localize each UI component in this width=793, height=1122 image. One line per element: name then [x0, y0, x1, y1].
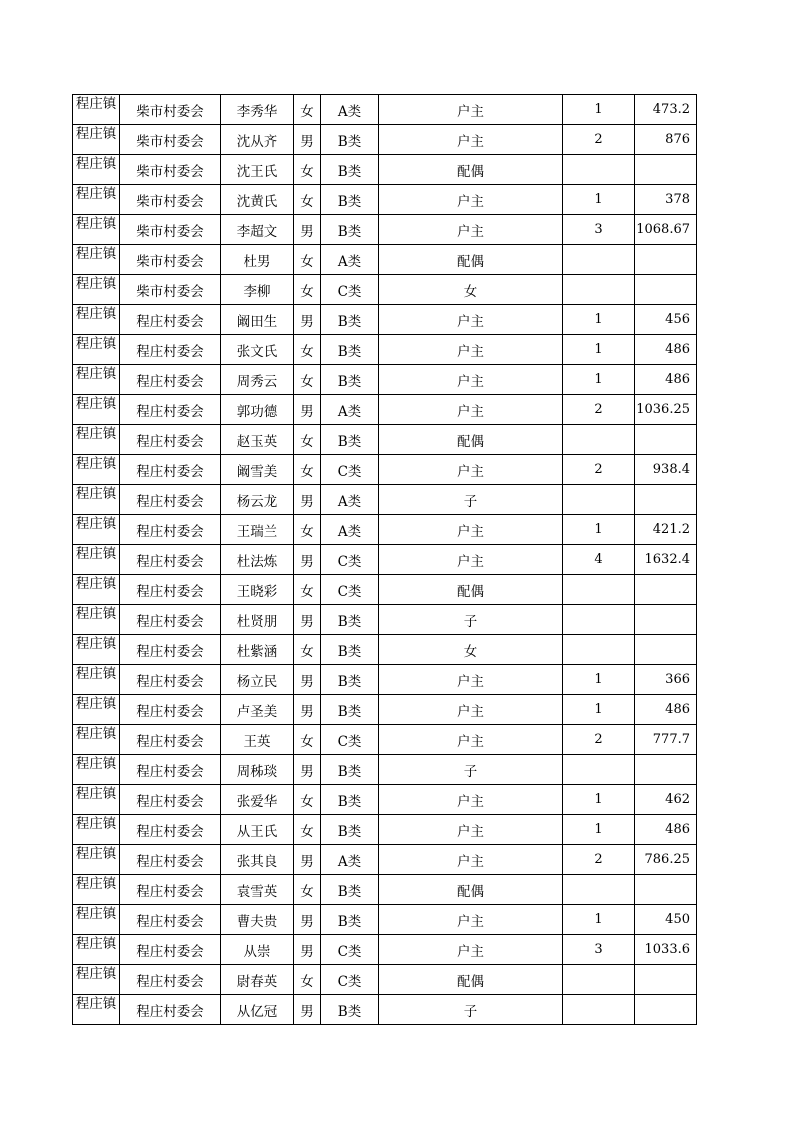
relation-cell: 户主	[379, 785, 563, 815]
table-row	[73, 95, 697, 125]
table-row	[73, 785, 697, 815]
household-count-cell	[563, 245, 635, 275]
gender-cell: 男	[294, 995, 321, 1025]
gender-cell: 女	[294, 95, 321, 125]
gender-cell: 男	[294, 305, 321, 335]
relation-cell: 子	[379, 485, 563, 515]
gender-cell: 女	[294, 965, 321, 995]
relation-cell: 配偶	[379, 245, 563, 275]
table-row	[73, 365, 697, 395]
name-cell: 张其良	[221, 845, 294, 875]
household-count-cell: 1	[563, 665, 635, 695]
committee-cell: 程庄村委会	[120, 695, 221, 725]
household-count-cell	[563, 605, 635, 635]
name-cell: 王英	[221, 725, 294, 755]
relation-cell: 配偶	[379, 425, 563, 455]
town-cell: 程庄镇	[73, 785, 120, 815]
category-cell: A类	[321, 95, 379, 125]
town-cell: 程庄镇	[73, 185, 120, 215]
town-cell: 程庄镇	[73, 845, 120, 875]
town-cell: 程庄镇	[73, 695, 120, 725]
town-cell: 程庄镇	[73, 395, 120, 425]
name-cell: 杜贤朋	[221, 605, 294, 635]
gender-cell: 男	[294, 665, 321, 695]
data-sheet	[72, 94, 697, 1025]
town-cell: 程庄镇	[73, 455, 120, 485]
relation-cell: 户主	[379, 365, 563, 395]
category-cell: B类	[321, 365, 379, 395]
name-cell: 阚雪美	[221, 455, 294, 485]
household-count-cell	[563, 575, 635, 605]
committee-cell: 程庄村委会	[120, 875, 221, 905]
table-row	[73, 455, 697, 485]
committee-cell: 柴市村委会	[120, 125, 221, 155]
category-cell: B类	[321, 815, 379, 845]
committee-cell: 程庄村委会	[120, 935, 221, 965]
gender-cell: 女	[294, 725, 321, 755]
household-count-cell	[563, 965, 635, 995]
gender-cell: 男	[294, 695, 321, 725]
town-cell: 程庄镇	[73, 665, 120, 695]
amount-cell: 473.2	[635, 95, 697, 125]
beneficiary-table	[72, 94, 697, 1025]
household-count-cell: 3	[563, 215, 635, 245]
town-cell: 程庄镇	[73, 725, 120, 755]
relation-cell: 户主	[379, 815, 563, 845]
category-cell: B类	[321, 425, 379, 455]
household-count-cell: 2	[563, 455, 635, 485]
committee-cell: 柴市村委会	[120, 155, 221, 185]
gender-cell: 女	[294, 155, 321, 185]
committee-cell: 程庄村委会	[120, 725, 221, 755]
household-count-cell	[563, 635, 635, 665]
town-cell: 程庄镇	[73, 545, 120, 575]
gender-cell: 男	[294, 605, 321, 635]
table-row	[73, 995, 697, 1025]
committee-cell: 程庄村委会	[120, 755, 221, 785]
category-cell: B类	[321, 875, 379, 905]
town-cell: 程庄镇	[73, 275, 120, 305]
committee-cell: 柴市村委会	[120, 245, 221, 275]
gender-cell: 女	[294, 635, 321, 665]
name-cell: 卢圣美	[221, 695, 294, 725]
amount-cell	[635, 155, 697, 185]
gender-cell: 女	[294, 335, 321, 365]
relation-cell: 户主	[379, 335, 563, 365]
category-cell: C类	[321, 455, 379, 485]
name-cell: 李柳	[221, 275, 294, 305]
amount-cell: 486	[635, 695, 697, 725]
household-count-cell: 1	[563, 335, 635, 365]
category-cell: B类	[321, 185, 379, 215]
table-row	[73, 185, 697, 215]
household-count-cell: 1	[563, 515, 635, 545]
relation-cell: 户主	[379, 395, 563, 425]
table-row	[73, 485, 697, 515]
gender-cell: 女	[294, 185, 321, 215]
committee-cell: 程庄村委会	[120, 785, 221, 815]
category-cell: A类	[321, 485, 379, 515]
household-count-cell: 1	[563, 815, 635, 845]
table-row	[73, 725, 697, 755]
amount-cell: 1068.67	[635, 215, 697, 245]
table-row	[73, 305, 697, 335]
town-cell: 程庄镇	[73, 335, 120, 365]
household-count-cell: 2	[563, 725, 635, 755]
category-cell: B类	[321, 785, 379, 815]
name-cell: 从崇	[221, 935, 294, 965]
table-row	[73, 935, 697, 965]
committee-cell: 程庄村委会	[120, 515, 221, 545]
amount-cell	[635, 245, 697, 275]
gender-cell: 男	[294, 935, 321, 965]
category-cell: C类	[321, 965, 379, 995]
table-row	[73, 515, 697, 545]
household-count-cell	[563, 875, 635, 905]
town-cell: 程庄镇	[73, 605, 120, 635]
table-row	[73, 815, 697, 845]
relation-cell: 户主	[379, 845, 563, 875]
gender-cell: 男	[294, 905, 321, 935]
name-cell: 杜男	[221, 245, 294, 275]
gender-cell: 男	[294, 215, 321, 245]
amount-cell	[635, 755, 697, 785]
committee-cell: 程庄村委会	[120, 845, 221, 875]
table-row	[73, 905, 697, 935]
amount-cell	[635, 965, 697, 995]
name-cell: 周秀云	[221, 365, 294, 395]
amount-cell	[635, 635, 697, 665]
household-count-cell: 1	[563, 695, 635, 725]
table-row	[73, 425, 697, 455]
amount-cell: 786.25	[635, 845, 697, 875]
gender-cell: 男	[294, 845, 321, 875]
name-cell: 杨云龙	[221, 485, 294, 515]
amount-cell: 486	[635, 365, 697, 395]
gender-cell: 男	[294, 125, 321, 155]
relation-cell: 子	[379, 605, 563, 635]
relation-cell: 户主	[379, 455, 563, 485]
gender-cell: 男	[294, 485, 321, 515]
household-count-cell: 4	[563, 545, 635, 575]
category-cell: B类	[321, 995, 379, 1025]
relation-cell: 女	[379, 635, 563, 665]
relation-cell: 户主	[379, 95, 563, 125]
town-cell: 程庄镇	[73, 875, 120, 905]
category-cell: B类	[321, 335, 379, 365]
category-cell: C类	[321, 725, 379, 755]
name-cell: 李超文	[221, 215, 294, 245]
amount-cell	[635, 875, 697, 905]
name-cell: 尉春英	[221, 965, 294, 995]
town-cell: 程庄镇	[73, 995, 120, 1025]
relation-cell: 配偶	[379, 155, 563, 185]
amount-cell: 1632.4	[635, 545, 697, 575]
name-cell: 王瑞兰	[221, 515, 294, 545]
category-cell: C类	[321, 575, 379, 605]
household-count-cell	[563, 995, 635, 1025]
gender-cell: 男	[294, 755, 321, 785]
household-count-cell: 2	[563, 125, 635, 155]
table-row	[73, 845, 697, 875]
town-cell: 程庄镇	[73, 365, 120, 395]
category-cell: A类	[321, 845, 379, 875]
committee-cell: 柴市村委会	[120, 215, 221, 245]
table-row	[73, 605, 697, 635]
relation-cell: 户主	[379, 935, 563, 965]
household-count-cell	[563, 755, 635, 785]
household-count-cell: 2	[563, 845, 635, 875]
name-cell: 杜法炼	[221, 545, 294, 575]
relation-cell: 户主	[379, 905, 563, 935]
amount-cell	[635, 425, 697, 455]
amount-cell: 462	[635, 785, 697, 815]
relation-cell: 户主	[379, 665, 563, 695]
gender-cell: 女	[294, 515, 321, 545]
household-count-cell: 1	[563, 185, 635, 215]
committee-cell: 程庄村委会	[120, 905, 221, 935]
relation-cell: 户主	[379, 215, 563, 245]
town-cell: 程庄镇	[73, 125, 120, 155]
committee-cell: 程庄村委会	[120, 305, 221, 335]
gender-cell: 女	[294, 275, 321, 305]
relation-cell: 户主	[379, 305, 563, 335]
town-cell: 程庄镇	[73, 965, 120, 995]
name-cell: 杨立民	[221, 665, 294, 695]
amount-cell: 1033.6	[635, 935, 697, 965]
name-cell: 李秀华	[221, 95, 294, 125]
relation-cell: 户主	[379, 725, 563, 755]
name-cell: 王晓彩	[221, 575, 294, 605]
town-cell: 程庄镇	[73, 305, 120, 335]
household-count-cell: 1	[563, 905, 635, 935]
table-row	[73, 875, 697, 905]
amount-cell: 876	[635, 125, 697, 155]
table-row	[73, 245, 697, 275]
gender-cell: 男	[294, 545, 321, 575]
table-row	[73, 665, 697, 695]
household-count-cell: 1	[563, 785, 635, 815]
amount-cell: 366	[635, 665, 697, 695]
gender-cell: 女	[294, 365, 321, 395]
category-cell: B类	[321, 125, 379, 155]
town-cell: 程庄镇	[73, 935, 120, 965]
town-cell: 程庄镇	[73, 905, 120, 935]
household-count-cell	[563, 275, 635, 305]
amount-cell: 450	[635, 905, 697, 935]
household-count-cell: 1	[563, 305, 635, 335]
gender-cell: 女	[294, 455, 321, 485]
category-cell: B类	[321, 695, 379, 725]
amount-cell: 456	[635, 305, 697, 335]
town-cell: 程庄镇	[73, 215, 120, 245]
town-cell: 程庄镇	[73, 635, 120, 665]
name-cell: 沈黄氏	[221, 185, 294, 215]
household-count-cell	[563, 155, 635, 185]
town-cell: 程庄镇	[73, 425, 120, 455]
gender-cell: 女	[294, 875, 321, 905]
committee-cell: 程庄村委会	[120, 635, 221, 665]
table-row	[73, 635, 697, 665]
relation-cell: 子	[379, 755, 563, 785]
category-cell: B类	[321, 905, 379, 935]
committee-cell: 柴市村委会	[120, 275, 221, 305]
relation-cell: 户主	[379, 125, 563, 155]
name-cell: 赵玉英	[221, 425, 294, 455]
category-cell: C类	[321, 935, 379, 965]
gender-cell: 女	[294, 815, 321, 845]
committee-cell: 程庄村委会	[120, 485, 221, 515]
relation-cell: 配偶	[379, 965, 563, 995]
gender-cell: 女	[294, 575, 321, 605]
gender-cell: 女	[294, 785, 321, 815]
household-count-cell	[563, 485, 635, 515]
committee-cell: 程庄村委会	[120, 335, 221, 365]
committee-cell: 程庄村委会	[120, 995, 221, 1025]
category-cell: B类	[321, 635, 379, 665]
committee-cell: 程庄村委会	[120, 665, 221, 695]
name-cell: 从亿冠	[221, 995, 294, 1025]
relation-cell: 户主	[379, 695, 563, 725]
name-cell: 郭功德	[221, 395, 294, 425]
category-cell: B类	[321, 665, 379, 695]
town-cell: 程庄镇	[73, 575, 120, 605]
household-count-cell: 1	[563, 95, 635, 125]
relation-cell: 子	[379, 995, 563, 1025]
amount-cell	[635, 485, 697, 515]
household-count-cell: 2	[563, 395, 635, 425]
household-count-cell: 3	[563, 935, 635, 965]
category-cell: A类	[321, 395, 379, 425]
table-row	[73, 335, 697, 365]
household-count-cell	[563, 425, 635, 455]
table-row	[73, 755, 697, 785]
committee-cell: 程庄村委会	[120, 545, 221, 575]
table-row	[73, 965, 697, 995]
table-row	[73, 695, 697, 725]
category-cell: B类	[321, 155, 379, 185]
relation-cell: 户主	[379, 545, 563, 575]
town-cell: 程庄镇	[73, 95, 120, 125]
relation-cell: 女	[379, 275, 563, 305]
amount-cell	[635, 605, 697, 635]
name-cell: 沈从齐	[221, 125, 294, 155]
category-cell: B类	[321, 605, 379, 635]
committee-cell: 程庄村委会	[120, 455, 221, 485]
name-cell: 周秭琰	[221, 755, 294, 785]
town-cell: 程庄镇	[73, 485, 120, 515]
committee-cell: 程庄村委会	[120, 575, 221, 605]
committee-cell: 程庄村委会	[120, 815, 221, 845]
relation-cell: 配偶	[379, 875, 563, 905]
town-cell: 程庄镇	[73, 755, 120, 785]
name-cell: 从王氏	[221, 815, 294, 845]
amount-cell: 378	[635, 185, 697, 215]
committee-cell: 程庄村委会	[120, 605, 221, 635]
name-cell: 张文氏	[221, 335, 294, 365]
name-cell: 阚田生	[221, 305, 294, 335]
committee-cell: 程庄村委会	[120, 425, 221, 455]
relation-cell: 户主	[379, 515, 563, 545]
town-cell: 程庄镇	[73, 815, 120, 845]
gender-cell: 女	[294, 245, 321, 275]
name-cell: 曹夫贵	[221, 905, 294, 935]
town-cell: 程庄镇	[73, 245, 120, 275]
name-cell: 袁雪英	[221, 875, 294, 905]
relation-cell: 配偶	[379, 575, 563, 605]
gender-cell: 女	[294, 425, 321, 455]
name-cell: 沈王氏	[221, 155, 294, 185]
amount-cell: 486	[635, 815, 697, 845]
gender-cell: 男	[294, 395, 321, 425]
table-body	[73, 95, 697, 1025]
committee-cell: 程庄村委会	[120, 395, 221, 425]
category-cell: B类	[321, 755, 379, 785]
table-row	[73, 395, 697, 425]
table-row	[73, 125, 697, 155]
category-cell: B类	[321, 215, 379, 245]
amount-cell	[635, 995, 697, 1025]
table-row	[73, 215, 697, 245]
amount-cell: 1036.25	[635, 395, 697, 425]
amount-cell: 421.2	[635, 515, 697, 545]
amount-cell: 486	[635, 335, 697, 365]
household-count-cell: 1	[563, 365, 635, 395]
category-cell: A类	[321, 515, 379, 545]
category-cell: C类	[321, 545, 379, 575]
name-cell: 张爱华	[221, 785, 294, 815]
table-row	[73, 575, 697, 605]
committee-cell: 程庄村委会	[120, 965, 221, 995]
committee-cell: 程庄村委会	[120, 365, 221, 395]
amount-cell	[635, 575, 697, 605]
town-cell: 程庄镇	[73, 515, 120, 545]
table-row	[73, 545, 697, 575]
table-row	[73, 275, 697, 305]
committee-cell: 柴市村委会	[120, 185, 221, 215]
category-cell: B类	[321, 305, 379, 335]
category-cell: C类	[321, 275, 379, 305]
amount-cell	[635, 275, 697, 305]
amount-cell: 777.7	[635, 725, 697, 755]
committee-cell: 柴市村委会	[120, 95, 221, 125]
table-row	[73, 155, 697, 185]
name-cell: 杜紫涵	[221, 635, 294, 665]
category-cell: A类	[321, 245, 379, 275]
town-cell: 程庄镇	[73, 155, 120, 185]
relation-cell: 户主	[379, 185, 563, 215]
amount-cell: 938.4	[635, 455, 697, 485]
